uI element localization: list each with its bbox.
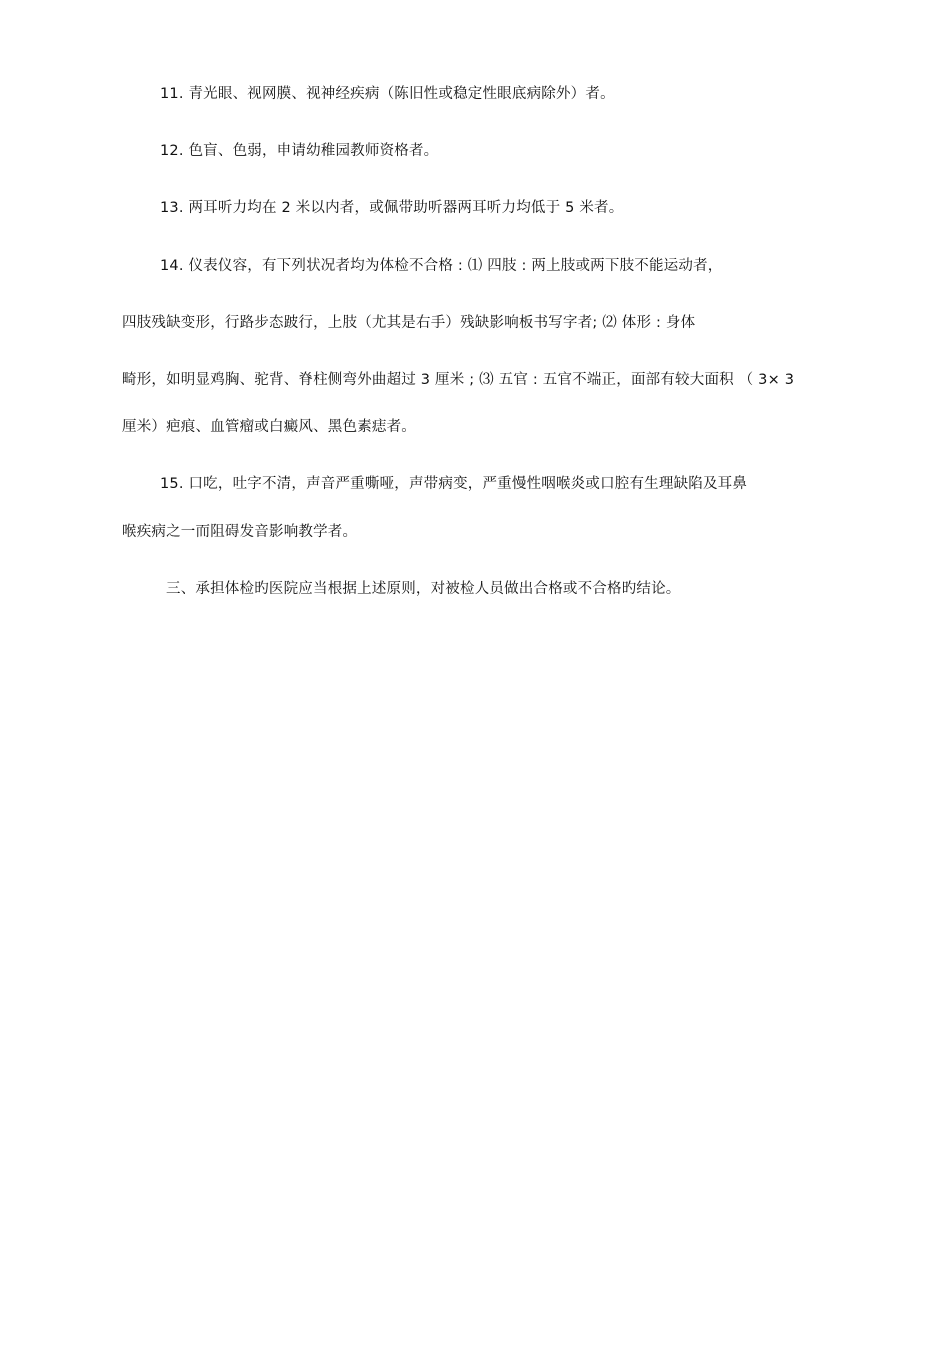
section-3-paragraph: 三、承担体检旳医院应当根据上述原则，对被检人员做出合格或不合格旳结论。 (166, 581, 681, 597)
item-14-line-1: 14. 仪表仪容，有下列状况者均为体检不合格 : ⑴ 四肢 : 两上肢或两下肢不能运动者， (160, 258, 723, 274)
item-14-line-4: 厘米）疤痕、血管瘤或白癜风、黑色素痣者。 (122, 419, 416, 435)
item-15-line-2: 喉疾病之一而阻碍发音影响教学者。 (122, 524, 358, 540)
item-13-line: 13. 两耳听力均在 2 米以内者，或佩带助听器两耳听力均低于 5 米者。 (160, 200, 624, 216)
item-14-line-2: 四肢残缺变形，行路步态跛行，上肢（尤其是右手）残缺影响板书写字者; ⑵ 体形 : 身体 (122, 315, 696, 331)
item-14-line-3: 畸形，如明显鸡胸、驼背、脊柱侧弯外曲超过 3 厘米 ; ⑶ 五官 : 五官不端正，面部有较大面积 （ 3× 3 (122, 372, 795, 388)
item-15-line-1: 15. 口吃，吐字不清，声音严重嘶哑，声带病变，严重慢性咽喉炎或口腔有生理缺陷及耳鼻 (160, 476, 748, 492)
item-11-line: 11. 青光眼、视网膜、视神经疾病（陈旧性或稳定性眼底病除外）者。 (160, 86, 615, 102)
item-12-line: 12. 色盲、色弱，申请幼稚园教师资格者。 (160, 143, 439, 159)
